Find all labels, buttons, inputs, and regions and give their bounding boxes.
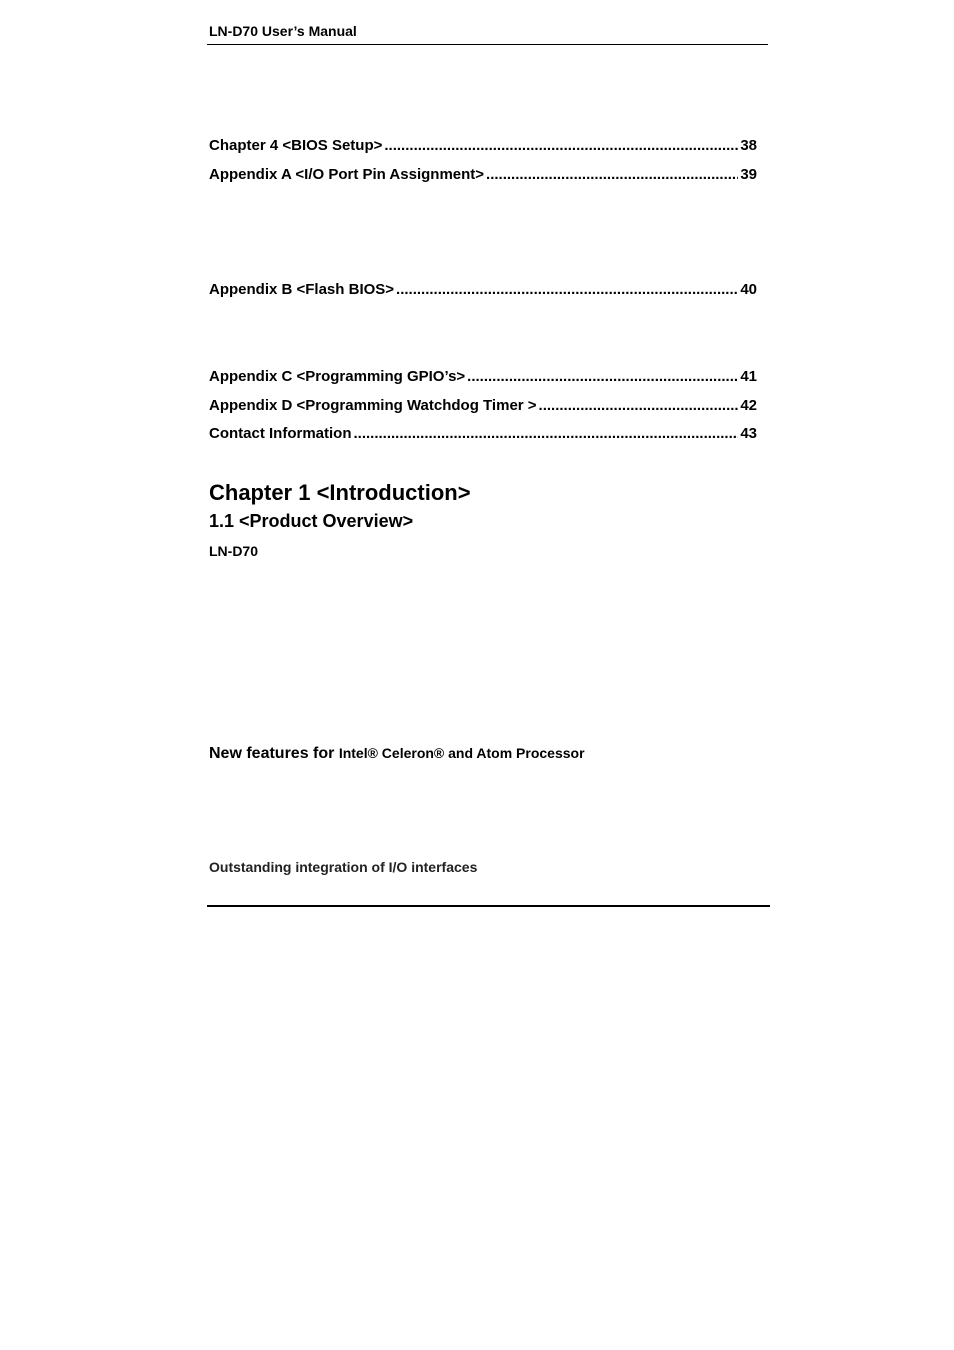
toc-page-number: 41 <box>740 368 757 385</box>
toc-dot-leader <box>384 137 738 155</box>
toc-page-number: 42 <box>740 397 757 414</box>
header-divider <box>207 44 768 45</box>
section-heading: 1.1 <Product Overview> <box>209 511 414 531</box>
toc-dot-leader <box>354 425 739 443</box>
toc-entry-contact-information[interactable] <box>209 425 757 443</box>
toc-page-number: 39 <box>740 166 757 183</box>
toc-dot-leader <box>486 166 738 184</box>
chapter-heading: Chapter 1 <Introduction> <box>209 480 471 505</box>
integration-heading: Outstanding integration of I/O interfaces <box>209 859 478 875</box>
toc-entry-label: Appendix B <Flash BIOS> <box>209 281 395 298</box>
toc-page-number: 40 <box>740 281 757 298</box>
toc-entry-label: Appendix A <I/O Port Pin Assignment> <box>209 166 485 183</box>
features-heading-processor: Intel® Celeron® and Atom Processor <box>338 745 585 761</box>
toc-dot-leader <box>396 281 738 299</box>
toc-page-number: 43 <box>740 425 757 442</box>
toc-entry-appendix-b[interactable] <box>209 281 757 299</box>
toc-entry-chapter-4[interactable] <box>209 137 757 155</box>
footer-divider <box>207 905 770 907</box>
toc-page-number: 38 <box>740 137 757 154</box>
toc-dot-leader <box>539 397 739 415</box>
model-name: LN-D70 <box>209 543 259 559</box>
features-heading-lead: New features for <box>209 745 339 762</box>
toc-entry-label: Contact Information <box>209 425 352 442</box>
toc-entry-appendix-a[interactable] <box>209 166 757 184</box>
toc-entry-label: Chapter 4 <BIOS Setup> <box>209 137 383 154</box>
toc-entry-label: Appendix D <Programming Watchdog Timer > <box>209 397 537 414</box>
toc-dot-leader <box>467 368 738 386</box>
running-header: LN-D70 User’s Manual <box>209 23 357 39</box>
toc-entry-appendix-d[interactable] <box>209 397 757 415</box>
toc-entry-appendix-c[interactable] <box>209 368 757 386</box>
toc-entry-label: Appendix C <Programming GPIO’s> <box>209 368 466 385</box>
features-heading <box>209 743 585 764</box>
